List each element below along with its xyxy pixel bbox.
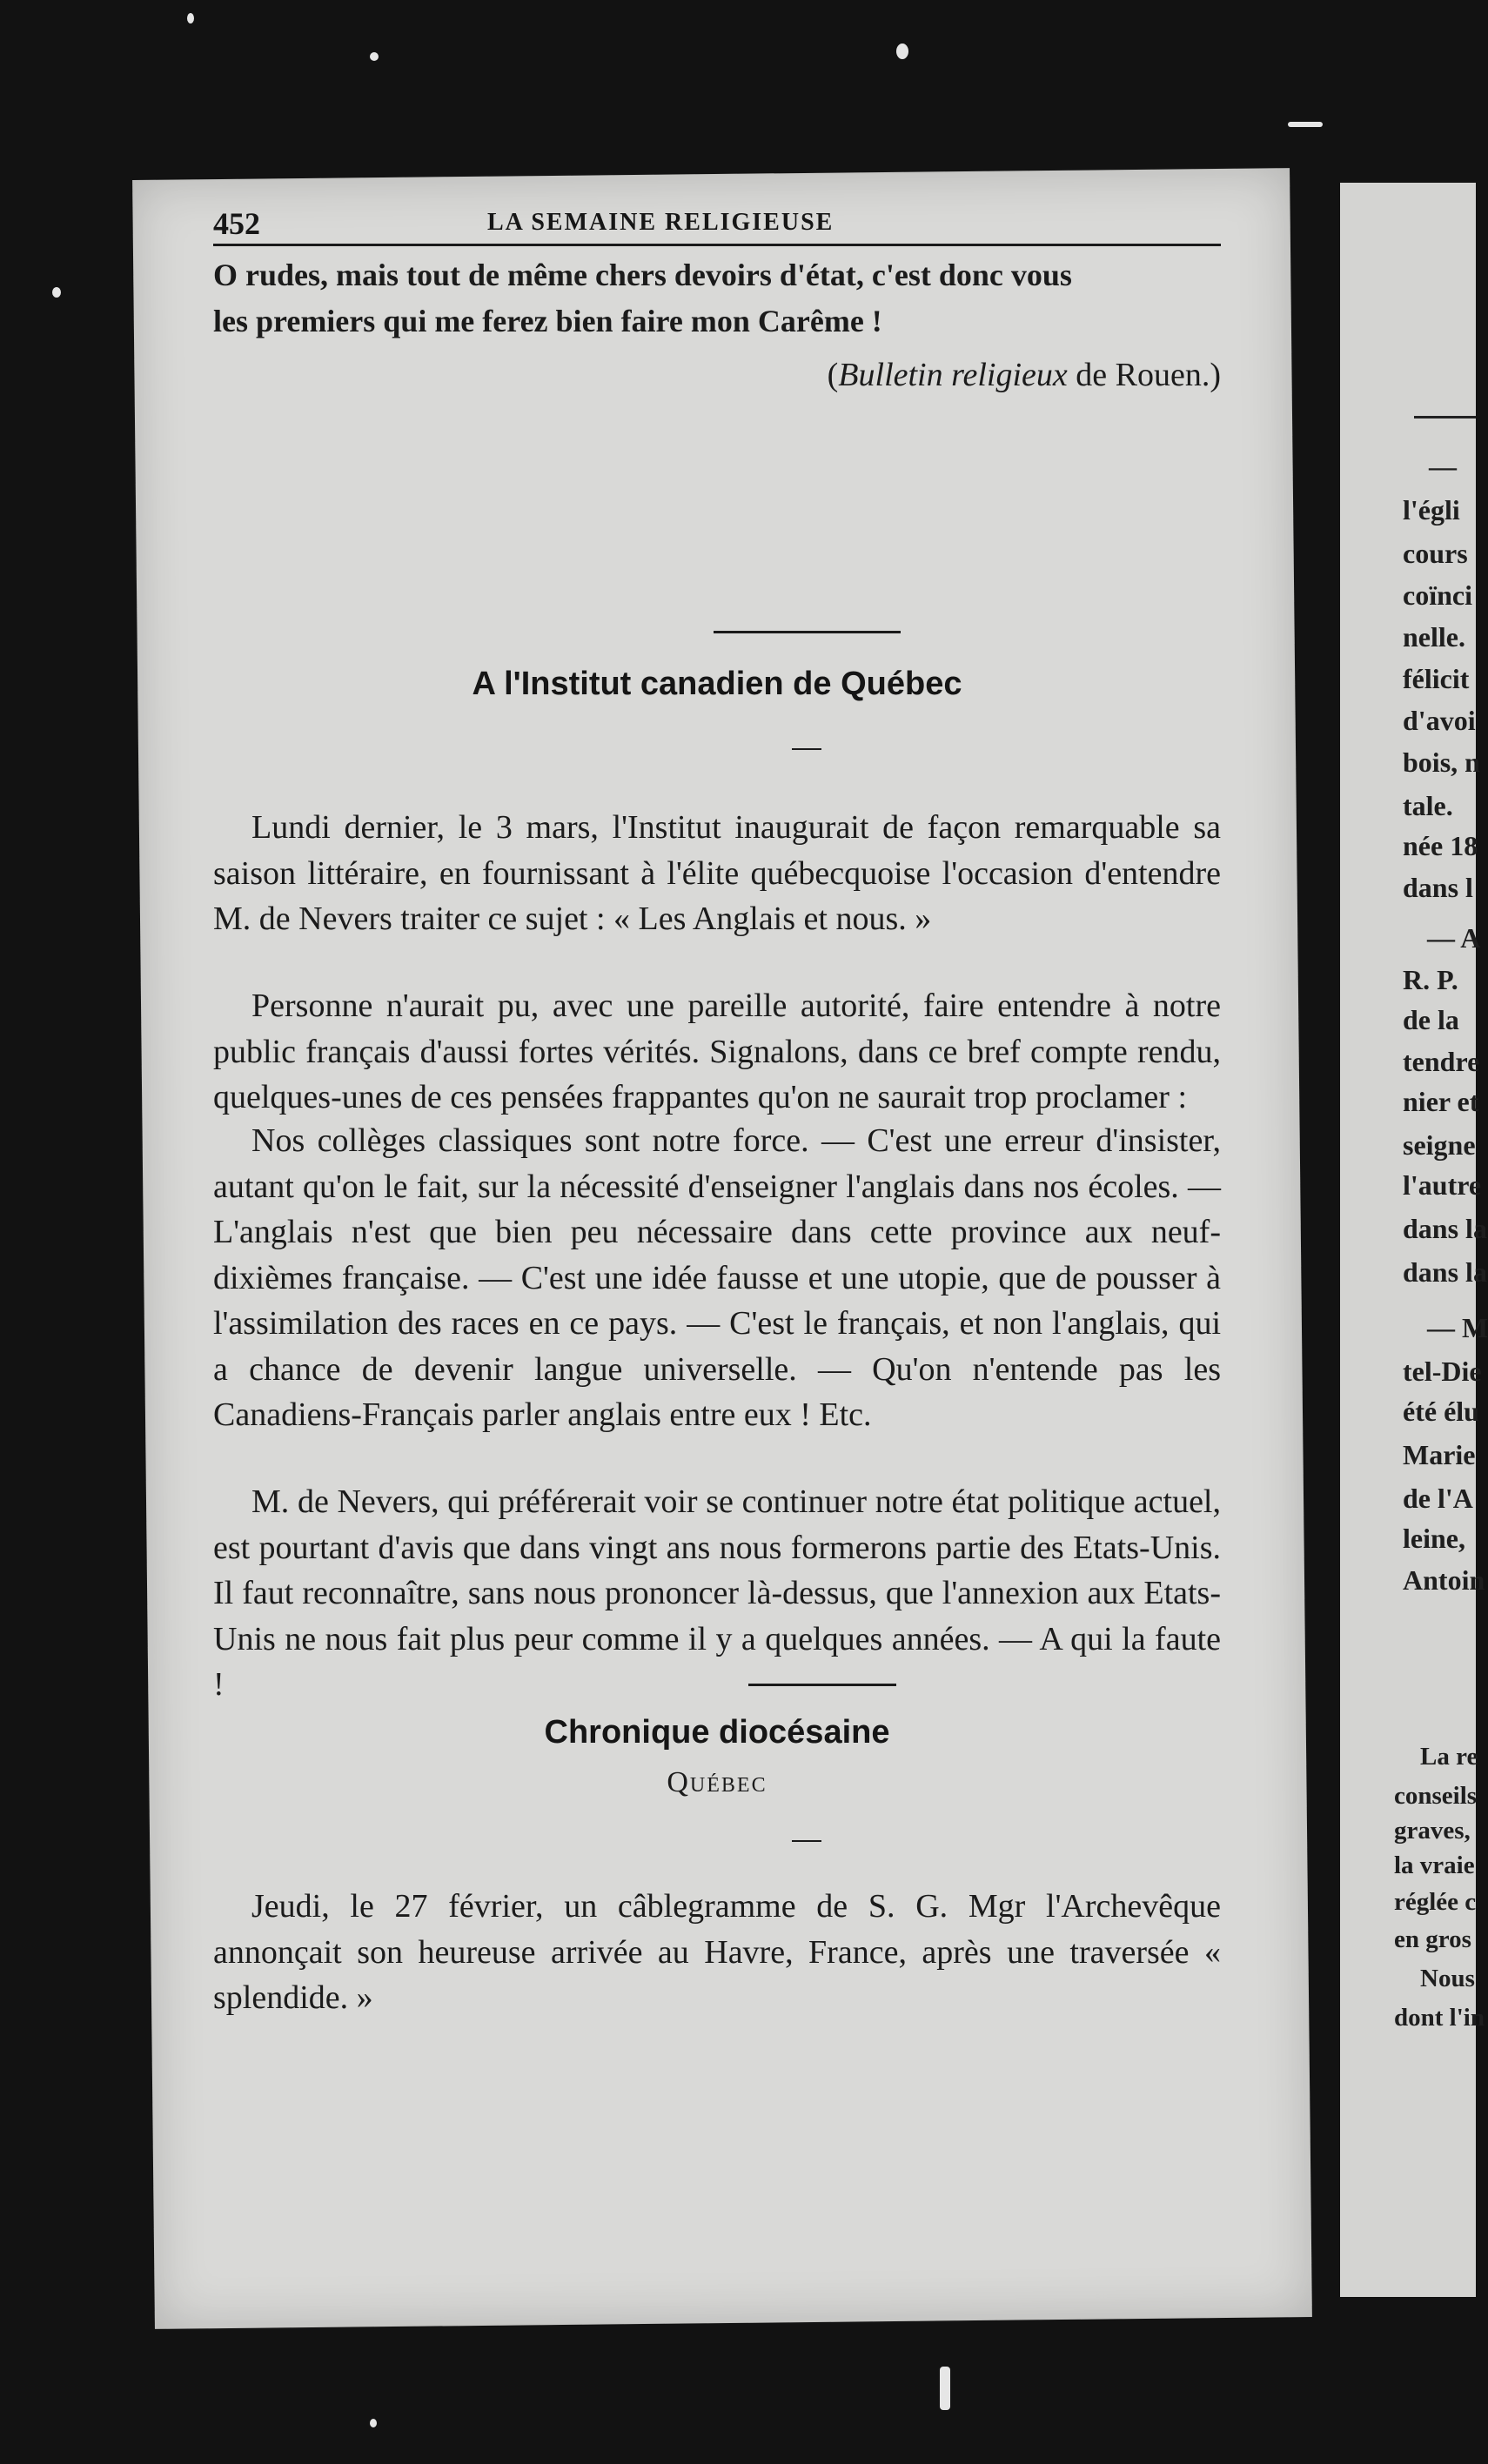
film-speck xyxy=(187,13,194,23)
paragraph: Personne n'aurait pu, avec une pareille autorité, faire entendre à notre public français d'aussi fortes vérités. Signalons, dans ce bref compte rendu, quelques-unes de ces pensées frappantes qu'on ne saurait trop proclamer : xyxy=(213,988,1221,1115)
adjacent-page-fragment: la vraie xyxy=(1394,1851,1475,1879)
film-speck xyxy=(52,287,61,298)
adjacent-page-fragment: née 18 xyxy=(1403,830,1478,861)
adjacent-page-fragment: dans la xyxy=(1403,1256,1487,1288)
adjacent-page-fragment: bois, n xyxy=(1403,747,1480,778)
adjacent-page-fragment: tel-Die xyxy=(1403,1356,1482,1387)
adjacent-page-fragment: tendre xyxy=(1403,1046,1480,1077)
paragraph: M. de Nevers, qui préférerait voir se continuer notre état politique actuel, est pourtant d'avis que dans vingt ans nous formerons partie des Etats-Unis. Il faut reconnaître, sans nous prononcer là-dessus, que l'annexion aux Etats-Unis ne nous fait plus peur comme il y a quelques années. — A qui la faute ! xyxy=(213,1483,1221,1703)
source-rest: de Rouen.) xyxy=(1067,357,1221,393)
heading-dash xyxy=(792,748,821,750)
continuation-line-2: les premiers qui me ferez bien faire mon Carême ! xyxy=(213,304,882,338)
adjacent-page-fragment: leine, xyxy=(1403,1523,1465,1554)
adjacent-page-fragment: réglée c xyxy=(1394,1888,1477,1916)
page-header xyxy=(213,200,1221,244)
adjacent-page-fragment: — M xyxy=(1427,1312,1488,1343)
adjacent-page-fragment: La re xyxy=(1420,1743,1478,1771)
adjacent-page-fragment: coïnci xyxy=(1403,579,1472,611)
adjacent-page-fragment: — xyxy=(1429,451,1457,482)
adjacent-page-fragment: en gros xyxy=(1394,1925,1471,1953)
adjacent-page-fragment: nelle. xyxy=(1403,621,1465,653)
adjacent-page-fragment: l'égli xyxy=(1403,494,1460,526)
adjacent-page-fragment: Nous xyxy=(1420,1965,1475,1992)
adjacent-page-fragment: été élu xyxy=(1403,1396,1479,1427)
page-number: 452 xyxy=(213,206,260,241)
adjacent-page-fragment: seigne xyxy=(1403,1129,1476,1161)
adjacent-page-fragment: d'avoi xyxy=(1403,705,1476,736)
adjacent-page-fragment: nier et xyxy=(1403,1086,1479,1117)
paragraph: Lundi dernier, le 3 mars, l'Institut inaugurait de façon remarquable sa saison littéraire, en fournissant à l'élite québecquoise l'occasion d'entendre M. de Nevers traiter ce sujet : « Les Anglais et nous. » xyxy=(213,809,1221,937)
separator-rule xyxy=(714,631,901,633)
continuation-line-1: O rudes, mais tout de même chers devoirs d'état, c'est donc vous xyxy=(213,258,1072,292)
source-title: Bulletin religieux xyxy=(838,357,1068,393)
adjacent-page-fragment: graves, xyxy=(1394,1817,1471,1845)
adjacent-page-fragment: l'autre xyxy=(1403,1169,1482,1201)
adjacent-page-fragment: Marie xyxy=(1403,1439,1476,1470)
adjacent-page-fragment: dans la xyxy=(1403,1213,1487,1244)
film-speck xyxy=(1288,122,1323,127)
header-rule xyxy=(213,244,1221,246)
adjacent-page-fragment: félicit xyxy=(1403,663,1470,694)
adjacent-page-fragment: Antoin xyxy=(1403,1564,1485,1596)
adjacent-page-fragment: dont l'in xyxy=(1394,2004,1485,2032)
adjacent-page-fragment: de la xyxy=(1403,1004,1459,1035)
adjacent-page-rule xyxy=(1414,416,1476,418)
adjacent-page-fragment: — A xyxy=(1427,922,1481,954)
section-heading-chronique: Chronique diocésaine xyxy=(544,1714,890,1751)
running-title: LA SEMAINE RELIGIEUSE xyxy=(487,209,834,236)
adjacent-page-fragment: conseils xyxy=(1394,1782,1478,1810)
adjacent-page-fragment: de l'A xyxy=(1403,1483,1473,1514)
adjacent-page-fragment: R. P. xyxy=(1403,964,1458,995)
paragraph: Jeudi, le 27 février, un câblegramme de S. G. Mgr l'Archevêque annonçait son heureuse arrivée au Havre, France, après une traversée « splendide. » xyxy=(213,1888,1221,2016)
paragraph: Nos collèges classiques sont notre force. — C'est une erreur d'insister, autant qu'on le fait, sur la nécessité d'enseigner l'anglais dans nos écoles. — L'anglais n'est que bien peu nécessaire dans cette province aux neuf-dixièmes française. — C'est une idée fausse et une utopie, que de pousser à l'assimilation des races en ce pays. — C'est le français, et non l'anglais, qui a chance de devenir langue universelle. — Qu'on n'entende pas les Canadiens-Français parler anglais entre eux ! Etc. xyxy=(213,1122,1221,1433)
adjacent-page-fragment: dans l xyxy=(1403,872,1473,903)
separator-rule xyxy=(748,1684,896,1686)
film-speck xyxy=(896,44,908,59)
film-speck xyxy=(370,2419,377,2427)
section-subheading: Québec xyxy=(667,1766,767,1798)
source-citation: (Bulletin religieux de Rouen.) xyxy=(827,357,1221,393)
heading-dash xyxy=(792,1840,821,1842)
adjacent-page-fragment: cours xyxy=(1403,538,1468,569)
adjacent-page-fragment: tale. xyxy=(1403,790,1453,821)
film-speck xyxy=(940,2367,950,2410)
section-heading-institut: A l'Institut canadien de Québec xyxy=(472,666,962,702)
film-speck xyxy=(370,52,379,61)
